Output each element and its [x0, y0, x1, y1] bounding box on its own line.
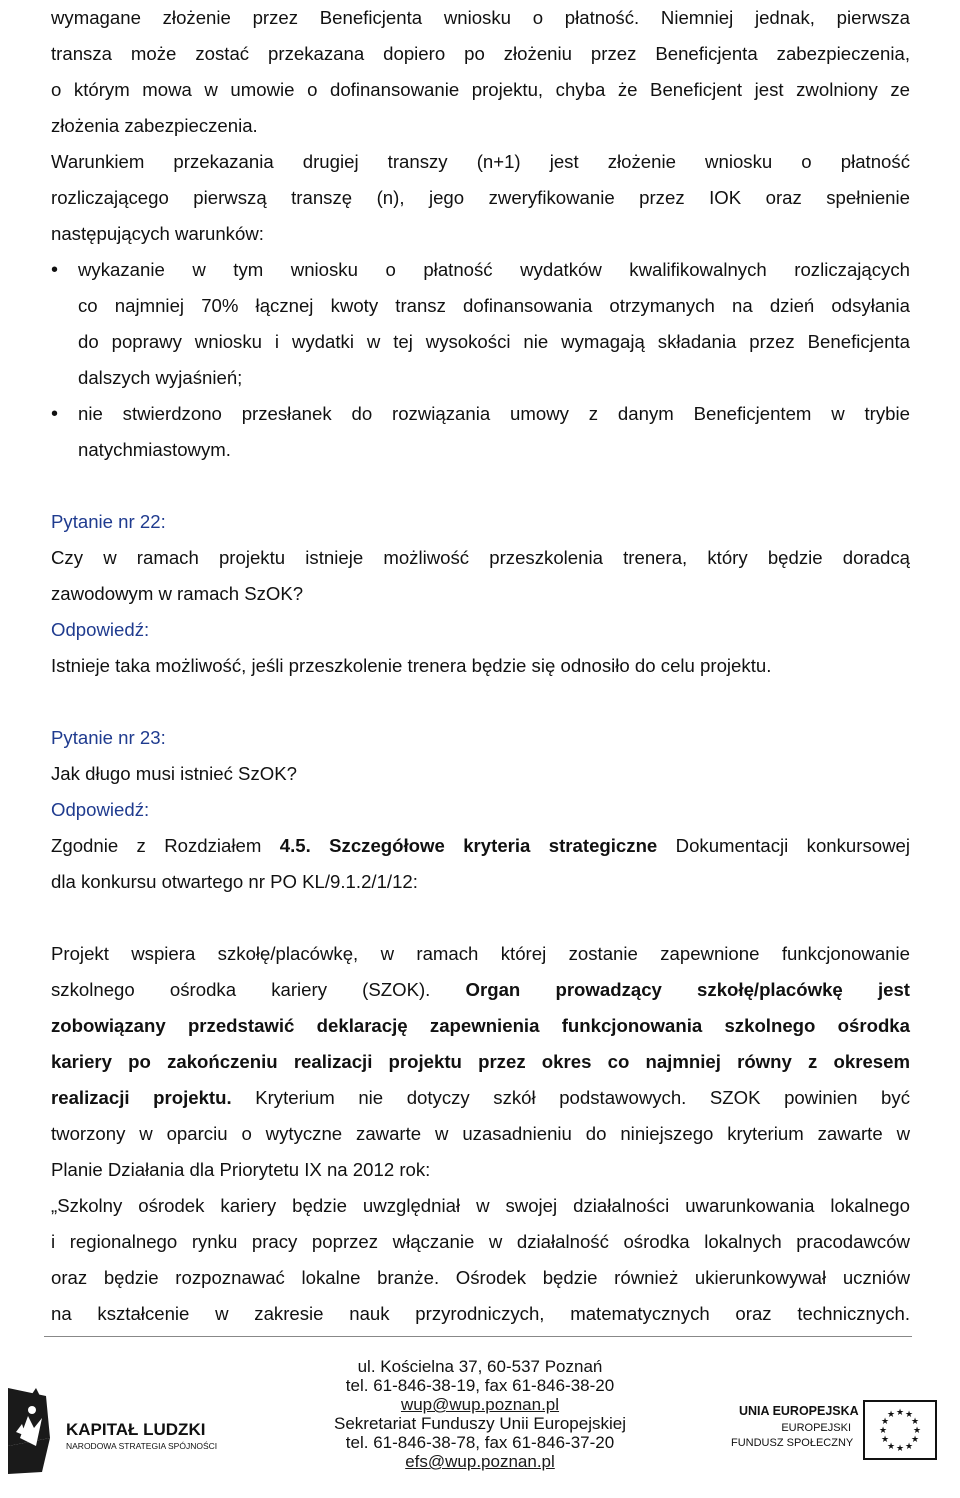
- quote-text: „Szkolny ośrodek kariery będzie uwzględniał w swojej działalności uwarunkowania lokalnego: [51, 1195, 910, 1216]
- eu-subtitle-1: EUROPEJSKI: [781, 1422, 851, 1434]
- kl-title: KAPITAŁ LUDZKI: [66, 1420, 206, 1439]
- text-line: wymagane złożenie przez Beneficjenta wniosku o płatność. Niemniej jednak, pierwsza: [51, 7, 910, 28]
- text-line: wykazanie w tym wniosku o płatność wydatków kwalifikowalnych rozliczających: [78, 259, 910, 280]
- paragraph-second-tranche: [51, 144, 910, 252]
- criteria-bold-line: kariery po zakończeniu realizacji projektu przez okres co najmniej równy z okresem: [51, 1051, 910, 1072]
- question-22: [51, 504, 910, 684]
- question-text: Czy w ramach projektu istnieje możliwość przeszkolenia trenera, który będzie doradcą: [51, 547, 910, 568]
- footer-email-link[interactable]: wup@wup.poznan.pl: [400, 1395, 560, 1414]
- text-line: rozliczającego pierwszą transzę (n), jego zweryfikowanie przez IOK oraz spełnienie: [51, 187, 910, 208]
- answer-suffix: Dokumentacji konkursowej: [657, 835, 911, 856]
- footer-phone: tel. 61-846-38-19, fax 61-846-38-20: [345, 1376, 615, 1395]
- criteria-text: Planie Działania dla Priorytetu IX na 2012 rok:: [51, 1159, 431, 1180]
- question-text: zawodowym w ramach SzOK?: [51, 583, 304, 604]
- spacer: [51, 684, 910, 720]
- criteria-text: Projekt wspiera szkołę/placówkę, w ramach której zostanie zapewnione funkcjonowanie: [51, 943, 910, 964]
- criteria-bold: realizacji projektu.: [51, 1087, 232, 1108]
- svg-text:★: ★: [910, 1435, 920, 1445]
- svg-text:★: ★: [910, 1417, 920, 1427]
- question-text: Jak długo musi istnieć SzOK?: [51, 763, 297, 784]
- text-line: złożenia zabezpieczenia.: [51, 115, 258, 136]
- svg-text:★: ★: [878, 1426, 888, 1436]
- spacer: [51, 468, 910, 504]
- quote-text: oraz będzie rozpoznawać lokalne branże. Ośrodek będzie również ukierunkowywał uczniów: [51, 1267, 910, 1288]
- text-line: transza może zostać przekazana dopiero po złożeniu przez Beneficjenta zabezpieczenia,: [51, 43, 910, 64]
- answer-text: dla konkursu otwartego nr PO KL/9.1.2/1/12:: [51, 871, 418, 892]
- criteria-plain: szkolnego ośrodka kariery (SZOK).: [51, 979, 466, 1000]
- text-line: o którym mowa w umowie o dofinansowanie projektu, chyba że Beneficjent jest zwolniony ze: [51, 79, 910, 100]
- text-line: co najmniej 70% łącznej kwoty transz dofinansowania otrzymanych na dzień odsyłania: [78, 295, 910, 316]
- bullet-icon: •: [51, 403, 59, 425]
- text-line: następujących warunków:: [51, 223, 264, 244]
- answer-label: Odpowiedź:: [51, 619, 150, 640]
- quote-text: i regionalnego rynku pracy poprzez włączanie w działalność ośrodka lokalnych pracodawców: [51, 1231, 910, 1252]
- svg-text:★: ★: [880, 1435, 890, 1445]
- answer-text: [51, 828, 910, 864]
- question-23: [51, 720, 910, 1332]
- text-line: nie stwierdzono przesłanek do rozwiązania umowy z danym Beneficjentem w trybie: [78, 403, 910, 424]
- bullet-item: [51, 252, 910, 396]
- criteria-reference: 4.5. Szczegółowe kryteria strategiczne: [279, 835, 658, 856]
- bullet-item: [51, 396, 910, 468]
- bullet-icon: •: [51, 259, 59, 281]
- svg-text:★: ★: [886, 1442, 896, 1452]
- criteria-bold: Organ prowadzący szkołę/placówkę jest: [465, 979, 910, 1000]
- quote-text: na kształcenie w zakresie nauk przyrodniczych, matematycznych oraz technicznych.: [51, 1303, 910, 1324]
- criteria-bold-line: zobowiązany przedstawić deklarację zapewnienia funkcjonowania szkolnego ośrodka: [51, 1015, 910, 1036]
- svg-text:★: ★: [886, 1410, 896, 1420]
- svg-text:★: ★: [880, 1417, 890, 1427]
- eu-logo: [731, 1388, 960, 1474]
- text-line: do poprawy wniosku i wydatki w tej wysokości nie wymagają składania przez Beneficjenta: [78, 331, 910, 352]
- footer-address: ul. Kościelna 37, 60-537 Poznań: [357, 1357, 603, 1376]
- svg-text:★: ★: [895, 1444, 905, 1454]
- answer-label: Odpowiedź:: [51, 799, 150, 820]
- criteria-text: tworzony w oparciu o wytyczne zawarte w uzasadnieniu do niniejszego kryterium zawarte w: [51, 1123, 910, 1144]
- text-line: dalszych wyjaśnień;: [78, 367, 243, 388]
- question-heading: Pytanie nr 22:: [51, 511, 166, 532]
- svg-text:★: ★: [904, 1410, 914, 1420]
- spacer: [51, 900, 910, 936]
- document-body: [51, 0, 910, 1332]
- footer-divider: [44, 1336, 912, 1337]
- question-heading: Pytanie nr 23:: [51, 727, 166, 748]
- text-line: Warunkiem przekazania drugiej transzy (n+1) jest złożenie wniosku o płatność: [51, 151, 910, 172]
- answer-text: Istnieje taka możliwość, jeśli przeszkolenie trenera będzie się odnosiło do celu projektu.: [51, 655, 772, 676]
- svg-text:★: ★: [904, 1442, 914, 1452]
- kl-subtitle: NARODOWA STRATEGIA SPÓJNOŚCI: [66, 1441, 218, 1451]
- footer-department: Sekretariat Funduszy Unii Europejskiej: [334, 1414, 626, 1433]
- eu-flag-icon: [863, 1400, 937, 1460]
- answer-prefix: Zgodnie z Rozdziałem: [51, 835, 280, 856]
- criteria-text: [51, 972, 910, 1008]
- criteria-text: [51, 1080, 910, 1116]
- eu-title: UNIA EUROPEJSKA: [739, 1404, 859, 1418]
- criteria-plain: Kryterium nie dotyczy szkół podstawowych. SZOK powinien być: [231, 1087, 910, 1108]
- svg-text:★: ★: [895, 1408, 905, 1418]
- svg-text:★: ★: [912, 1426, 922, 1436]
- paragraph-first-tranche: [51, 0, 910, 144]
- text-line: natychmiastowym.: [78, 439, 231, 460]
- footer-email-link[interactable]: efs@wup.poznan.pl: [405, 1452, 555, 1471]
- eu-subtitle-2: FUNDUSZ SPOŁECZNY: [731, 1437, 854, 1449]
- footer-phone: tel. 61-846-38-78, fax 61-846-37-20: [345, 1433, 615, 1452]
